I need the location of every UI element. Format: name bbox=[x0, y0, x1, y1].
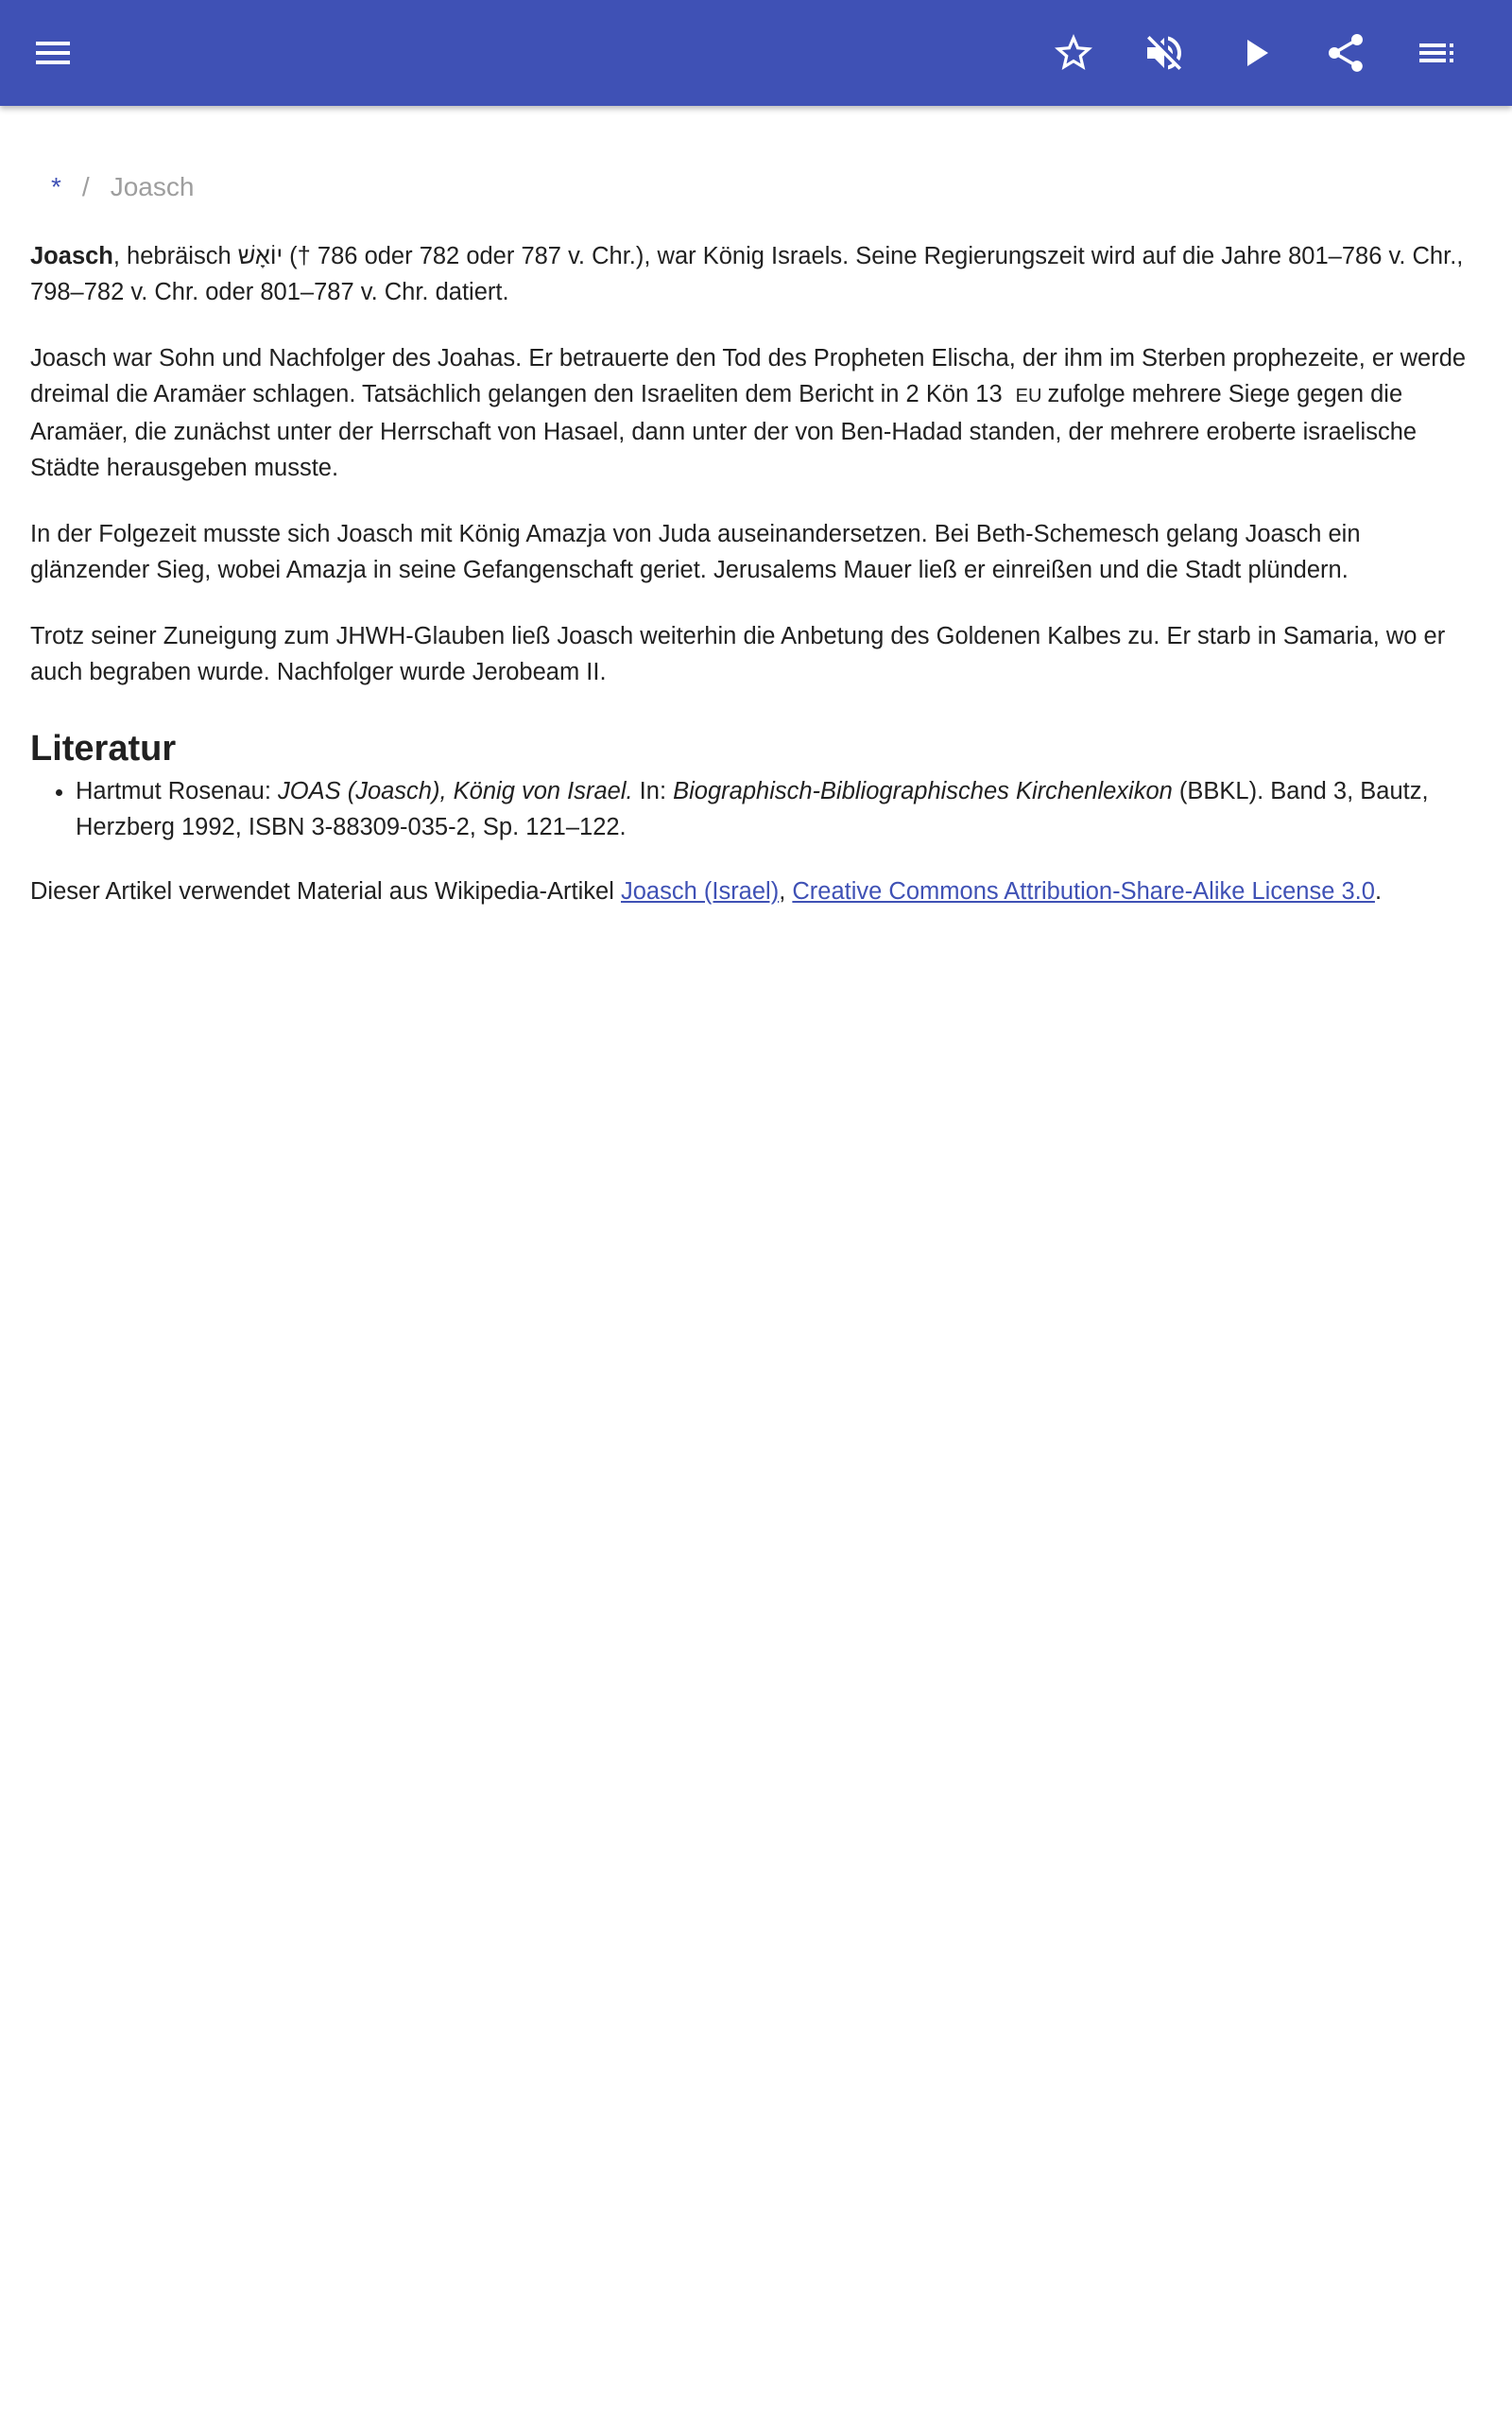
article-paragraph-2 bbox=[30, 340, 1482, 486]
play-icon bbox=[1232, 30, 1278, 76]
hebrew-name: יוֹאָשׁ bbox=[237, 243, 284, 269]
literature-author: Hartmut Rosenau: bbox=[76, 778, 279, 804]
literature-work: Biographisch-Bibliographisches Kirchenlexikon bbox=[673, 778, 1173, 804]
favorite-button[interactable] bbox=[1043, 23, 1104, 83]
play-button[interactable] bbox=[1225, 23, 1285, 83]
table-of-contents-icon bbox=[1414, 30, 1459, 76]
literature-title: JOAS (Joasch), König von Israel. bbox=[278, 778, 633, 804]
breadcrumb-separator: / bbox=[81, 172, 90, 201]
app-bar bbox=[0, 0, 1512, 106]
star-outline-icon bbox=[1051, 30, 1096, 76]
volume-off-icon bbox=[1142, 30, 1187, 76]
page-content bbox=[30, 106, 1482, 940]
bible-reference-eu-link[interactable]: EU bbox=[1015, 386, 1042, 406]
list-item bbox=[76, 773, 1482, 845]
attribution-text: Dieser Artikel verwendet Material aus Wikipedia-Artikel bbox=[30, 878, 621, 905]
mute-button[interactable] bbox=[1134, 23, 1194, 83]
share-button[interactable] bbox=[1315, 23, 1376, 83]
breadcrumb-current: Joasch bbox=[110, 172, 195, 201]
share-icon bbox=[1323, 30, 1368, 76]
paragraph-text: Joasch war Sohn und Nachfolger des Joahas. Er betrauerte den Tod des Propheten Elischa, der ihm im Sterben prophezeite, er werde dreimal die Aramäer schlagen. Tatsächlich gelangen den Israeliten dem Bericht in 2 Kön 13 bbox=[30, 345, 1467, 407]
literature-details: (BBKL). Band 3, Bautz, Herzberg 1992, ISBN 3-88309-035-2, Sp. 121–122. bbox=[76, 778, 1429, 840]
paragraph-text: († 786 oder 782 oder 787 v. Chr.), war König Israels. Seine Regierungszeit wird auf die Jahre 801–786 v. Chr., 798–782 v. Chr. oder 801–787 v. Chr. datiert. bbox=[30, 243, 1464, 305]
attribution-footer bbox=[30, 873, 1482, 909]
table-of-contents-button[interactable] bbox=[1406, 23, 1467, 83]
wikipedia-article-link[interactable]: Joasch (Israel) bbox=[620, 878, 780, 905]
paragraph-text: zufolge mehrere Siege gegen die Aramäer, die zunächst unter der Herrschaft von Hasael, dann unter der von Ben-Hadad standen, der mehrere eroberte israelische Städte herausgeben musste. bbox=[30, 381, 1418, 481]
literature-heading: Literatur bbox=[30, 729, 177, 769]
menu-button[interactable] bbox=[23, 23, 83, 83]
menu-icon bbox=[30, 30, 76, 76]
breadcrumb-home-link[interactable]: * bbox=[51, 172, 61, 201]
article-paragraph-3: In der Folgezeit musste sich Joasch mit König Amazja von Juda auseinandersetzen. Bei Beth-Schemesch gelang Joasch ein glänzender Sieg, wobei Amazja in seine Gefangenschaft geriet. Jerusalems Mauer ließ er einreißen und die Stadt plündern. bbox=[30, 521, 1361, 583]
breadcrumb bbox=[51, 168, 1482, 206]
attribution-period: . bbox=[1374, 878, 1383, 905]
literature-list bbox=[30, 773, 1482, 845]
attribution-comma: , bbox=[779, 878, 793, 905]
article-subject: Joasch bbox=[30, 243, 113, 269]
article-paragraph-1 bbox=[30, 238, 1482, 310]
license-link[interactable]: Creative Commons Attribution-Share-Alike License 3.0 bbox=[792, 878, 1375, 905]
article-body bbox=[30, 238, 1482, 909]
literature-in: In: bbox=[632, 778, 674, 804]
article-paragraph-4: Trotz seiner Zuneigung zum JHWH-Glauben ließ Joasch weiterhin die Anbetung des Goldenen Kalbes zu. Er starb in Samaria, wo er auch begraben wurde. Nachfolger wurde Jerobeam II. bbox=[30, 623, 1446, 685]
paragraph-text: , hebräisch bbox=[112, 243, 238, 269]
